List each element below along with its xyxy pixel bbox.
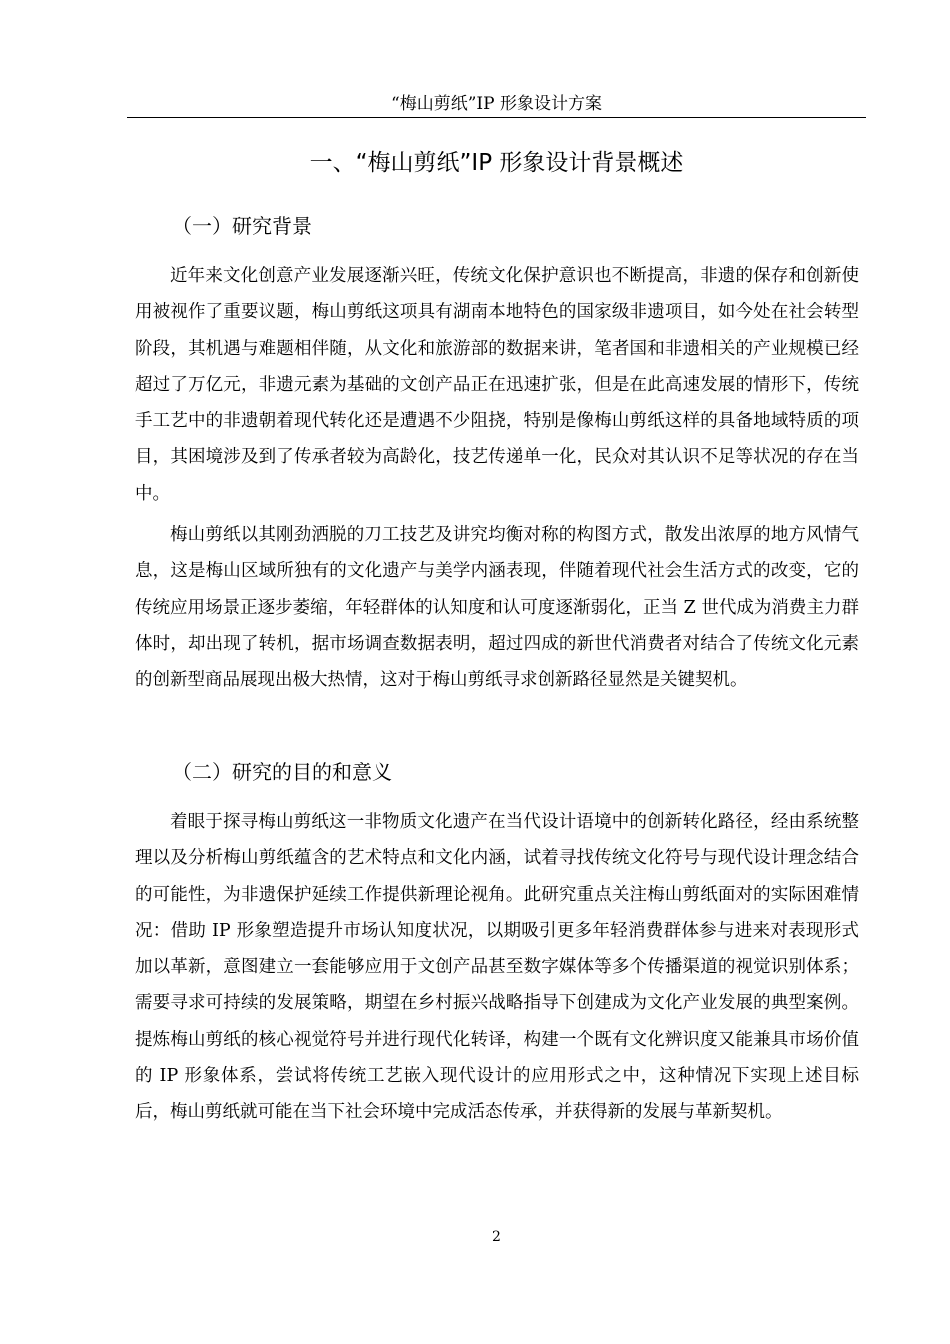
section-heading-purpose-and-significance: （二）研究的目的和意义 [172, 760, 392, 784]
header-rule [127, 117, 866, 118]
paragraph: 着眼于探寻梅山剪纸这一非物质文化遗产在当代设计语境中的创新转化路径，经由系统整理以及分析梅山剪纸蕴含的艺术特点和文化内涵，试着寻找传统文化符号与现代设计理念结合的可能性，为非遗保护延续工作提供新理论视角。此研究重点关注梅山剪纸面对的实际困难情况：借助 IP 形象塑造提升市场认知度状况，以期吸引更多年轻消费群体参与进来对表现形式加以革新，意图建立一套能够应用于文创产品甚至数字媒体等多个传播渠道的视觉识别体系；需要寻求可持续的发展策略，期望在乡村振兴战略指导下创建成为文化产业发展的典型案例。提炼梅山剪纸的核心视觉符号并进行现代化转译，构建一个既有文化辨识度又能兼具市场价值的 IP 形象体系，尝试将传统工艺嵌入现代设计的应用形式之中，这种情况下实现上述目标后，梅山剪纸就可能在当下社会环境中完成活态传承，并获得新的发展与革新契机。 [135, 812, 859, 1123]
paragraph: 近年来文化创意产业发展逐渐兴旺，传统文化保护意识也不断提高，非遗的保存和创新使用被视作了重要议题，梅山剪纸这项具有湖南本地特色的国家级非遗项目，如今处在社会转型阶段，其机遇与难题相伴随，从文化和旅游部的数据来讲，笔者国和非遗相关的产业规模已经超过了万亿元，非遗元素为基础的文创产品正在迅速扩张，但是在此高速发展的情形下，传统手工艺中的非遗朝着现代转化还是遭遇不少阻挠，特别是像梅山剪纸这样的具备地域特质的项目，其困境涉及到了传承者较为高龄化，技艺传递单一化，民众对其认识不足等状况的存在当中。 [135, 266, 859, 504]
section-heading-research-background: （一）研究背景 [172, 214, 312, 238]
running-header: “梅山剪纸”IP 形象设计方案 [391, 94, 602, 114]
paragraph: 梅山剪纸以其刚劲洒脱的刀工技艺及讲究均衡对称的构图方式，散发出浓厚的地方风情气息，这是梅山区域所独有的文化遗产与美学内涵表现，伴随着现代社会生活方式的改变，它的传统应用场景正逐步萎缩，年轻群体的认知度和认可度逐渐弱化，正当 Z 世代成为消费主力群体时，却出现了转机，据市场调查数据表明，超过四成的新世代消费者对结合了传统文化元素的创新型商品展现出极大热情，这对于梅山剪纸寻求创新路径显然是关键契机。 [135, 525, 859, 691]
page-number: 2 [492, 1229, 501, 1245]
chapter-title: 一、“梅山剪纸”IP 形象设计背景概述 [309, 150, 684, 176]
